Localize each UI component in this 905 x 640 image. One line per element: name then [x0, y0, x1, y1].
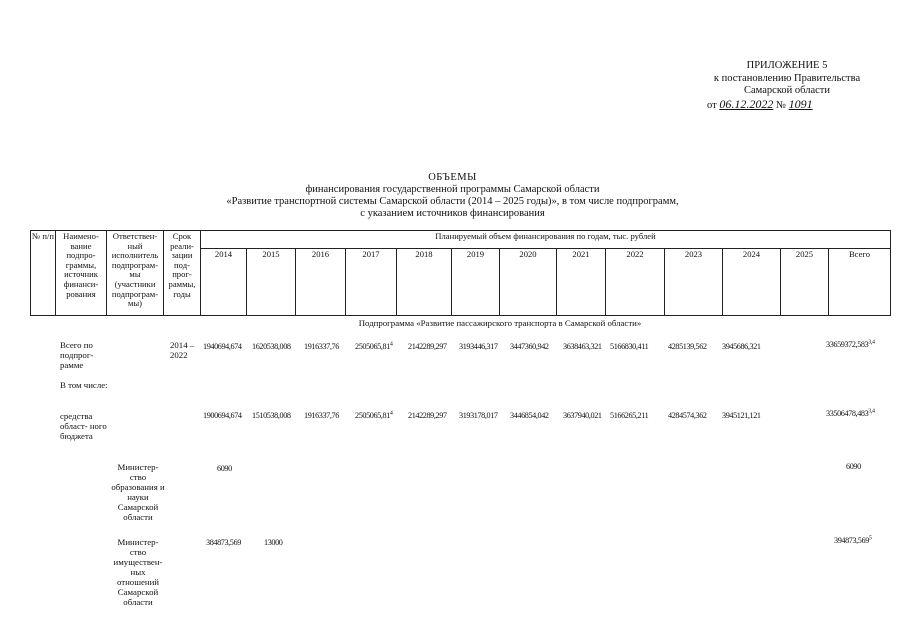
ministry-edu-exec: Министер- ство образования и науки Самарской области: [111, 462, 165, 522]
regional-2022: 5166265,211: [610, 411, 649, 420]
regional-2019: 3193178,017: [459, 411, 498, 420]
row-regional-label: средства област- ного бюджета: [60, 411, 107, 441]
total-2017-value: 2505065,81: [355, 342, 390, 351]
total-2015: 1620538,008: [252, 342, 291, 351]
total-2017-sup: 4: [389, 341, 393, 348]
num-value: 1091: [788, 96, 813, 111]
year-header: 2017: [346, 248, 397, 315]
col-term: Срок реали- зации под- прог- раммы, годы: [164, 231, 201, 316]
col-number: № п/п: [31, 231, 56, 316]
year-header: 2014: [201, 248, 247, 315]
year-header: 2018: [397, 248, 452, 315]
heading-h1: ОБЪЕМЫ: [428, 172, 477, 183]
document-heading: [0, 172, 905, 220]
total-2016: 1916337,76: [304, 342, 339, 351]
heading-h3: «Развитие транспортной системы Самарской области (2014 – 2025 годы)», в том числе подпрограмм,: [226, 196, 679, 207]
regional-2021: 3637940,021: [563, 411, 602, 420]
regional-2017: [355, 411, 393, 420]
ministry-edu-all: 6090: [846, 462, 861, 471]
year-header: 2020: [500, 248, 557, 315]
regional-2017-value: 2505065,81: [355, 411, 390, 420]
col-executor: Ответствен- ный исполнитель подпрограм- мы (участники подпрограм- мы): [107, 231, 164, 316]
row-incl-label: В том числе:: [60, 380, 108, 390]
ministry-prop-all: [834, 536, 872, 545]
ministry-prop-all-sup: 5: [868, 535, 872, 542]
year-header: 2025: [781, 248, 829, 315]
ministry-prop-2015: 13000: [264, 538, 283, 547]
year-header: 2021: [557, 248, 606, 315]
col-plan: Планируемый объем финансирования по годам, тыс. рублей: [201, 231, 891, 249]
total-all-value: 33659372,583: [826, 340, 869, 349]
appendix-date-line: [707, 98, 867, 113]
regional-2016: 1916337,76: [304, 411, 339, 420]
regional-all-sup: 3,4: [868, 408, 875, 415]
regional-2014: 1900694,674: [203, 411, 242, 420]
regional-2018: 2142289,297: [408, 411, 447, 420]
total-2017: [355, 342, 393, 351]
ministry-edu-2014: 6090: [217, 464, 232, 473]
date-value: 06.12.2022: [719, 96, 774, 111]
ministry-prop-2014: 384873,569: [206, 538, 241, 547]
total-2019: 3193446,317: [459, 342, 498, 351]
financing-table-header: [30, 230, 891, 316]
regional-all: [826, 409, 875, 418]
year-header: 2022: [606, 248, 665, 315]
total-2021: 3638463,321: [563, 342, 602, 351]
num-prefix: №: [775, 99, 786, 111]
subprogram-title: Подпрограмма «Развитие пассажирского транспорта в Самарской области»: [358, 318, 642, 328]
heading-h4: с указанием источников финансирования: [360, 208, 545, 219]
col-name: Наимено- вание подпро- граммы, источник финанси- рования: [56, 231, 107, 316]
year-header: 2023: [665, 248, 723, 315]
appendix-title: ПРИЛОЖЕНИЕ 5: [746, 60, 828, 71]
appendix-line2: к постановлению Правительства: [713, 72, 861, 84]
row-total-label: Всего по подпрог- рамме: [60, 340, 94, 370]
regional-2024: 3945121,121: [722, 411, 761, 420]
regional-all-value: 33506478,483: [826, 409, 869, 418]
row-total-term: 2014 – 2022: [170, 340, 195, 360]
ministry-prop-all-value: 394873,569: [834, 536, 869, 545]
total-2014: 1940694,674: [203, 342, 242, 351]
appendix-block: [707, 60, 867, 112]
year-header: 2019: [452, 248, 500, 315]
regional-2017-sup: 4: [389, 410, 393, 417]
ministry-prop-exec: Министер- ство имуществен- ных отношений Самарской области: [113, 537, 163, 607]
total-all-sup: 3,4: [868, 339, 875, 346]
heading-h2: финансирования государственной программы Самарской области: [305, 184, 600, 195]
total-all: [826, 340, 875, 349]
year-header: 2015: [247, 248, 296, 315]
year-header: 2016: [296, 248, 346, 315]
regional-2023: 4284574,362: [668, 411, 707, 420]
regional-2015: 1510538,008: [252, 411, 291, 420]
regional-2020: 3446854,042: [510, 411, 549, 420]
appendix-line3: Самарской области: [744, 85, 830, 96]
total-2020: 3447360,942: [510, 342, 549, 351]
total-2024: 3945686,321: [722, 342, 761, 351]
total-header: Всего: [829, 248, 891, 315]
year-header: 2024: [723, 248, 781, 315]
total-2022: 5166830,411: [610, 342, 649, 351]
total-2023: 4285139,562: [668, 342, 707, 351]
total-2018: 2142289,297: [408, 342, 447, 351]
date-prefix: от: [707, 99, 717, 111]
